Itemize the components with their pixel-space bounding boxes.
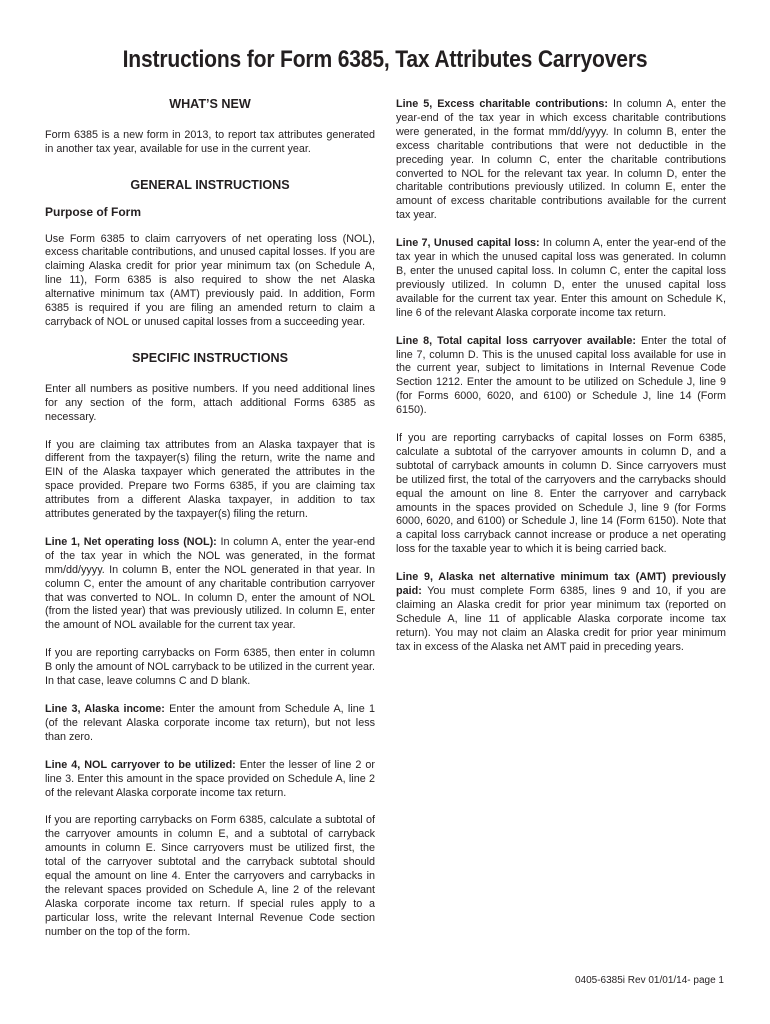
line8-carryback-text: If you are reporting carrybacks of capital losses on Form 6385, calculate a subtotal of the carryover amounts in column D, and a subtotal of carryback amounts in column D. Since carryovers must be utilized first, the total of the carryovers and the carrybacks should equal the amount on line 8. Enter the carryover and carryback amounts in the spaces provided on Schedule J, line 9 (for Forms 6000, 6020, and 6100) or Schedule J, line 14 (Form 6150). Note that a capital loss carryback cannot increase or produce a net operating loss for the taxable year to which it is being carried back. [396, 432, 726, 556]
specific-text-1: Enter all numbers as positive numbers. If you need additional lines for any section of the form, attach additional Forms 6385 as necessary. [45, 382, 375, 423]
line5-paragraph [396, 98, 726, 223]
line5-label: Line 5, Excess charitable contributions: [396, 98, 608, 110]
line4-text: Enter the lesser of line 2 or line 3. Enter this amount in the space provided on Schedule A, line 2 of the relevant Alaska corporate income tax return. [45, 758, 376, 799]
page-title: Instructions for Form 6385, Tax Attributes Carryovers [122, 46, 648, 73]
line9-paragraph [396, 571, 726, 654]
line8-text: Enter the total of line 7, column D. This is the unused capital loss available for use in the current year, subject to limitations in Internal Revenue Code Section 1212. Enter the amount to be utilized on Schedule J, line 9 (for Forms 6000, 6020, and 6100) or Schedule J, line 14 (Form 6150). [396, 334, 726, 417]
line7-paragraph [396, 237, 726, 320]
line4-paragraph [45, 759, 375, 801]
line8-label: Line 8, Total capital loss carryover available: [396, 334, 637, 347]
line3-label: Line 3, Alaska income: [45, 703, 165, 715]
line1-text: In column A, enter the year-end of the tax year in which the NOL was generated, in the format mm/dd/yyyy. In column B, enter the NOL generated in that year. In column C, enter the amount of any charitable contribution carryover that was converted to NOL. In column D, enter the amount of NOL (from the listed year) that was previously utilized. In column E, enter the amount of NOL available for the current tax year. [45, 535, 375, 632]
line5-text: In column A, enter the year-end of the tax year in which excess charitable contributions were generated, in the format mm/dd/yyyy. In column B, enter the excess charitable contributions that were not deductible in the preceding year. In column C, enter the charitable contributions converted to NOL for the relevant tax year. In column D, enter the charitable contributions previously utilized. In column E, enter the amount of excess charitable contributions available for the current tax year. [396, 98, 726, 222]
line9-label: Line 9, Alaska net alternative minimum tax (AMT) previously paid: [396, 571, 726, 598]
line3-text: Enter the amount from Schedule A, line 1 (of the relevant Alaska corporate income tax return), but not less than zero. [45, 703, 376, 743]
whats-new-heading: WHAT’S NEW [169, 97, 251, 111]
right-column [396, 98, 726, 669]
specific-text-2: If you are claiming tax attributes from an Alaska taxpayer that is different from the taxpayer(s) filing the return, write the name and EIN of the Alaska taxpayer which generated the attributes in the space provided. Prepare two Forms 6385, if you are claiming tax attributes from a different Alaska taxpayer, in addition to tax attributes generated by the taxpayer(s) filing the return. [45, 438, 375, 521]
left-column [45, 98, 375, 954]
line4-carryback-text: If you are reporting carrybacks on Form 6385, calculate a subtotal of the carryover amounts in column E, and a subtotal of carryback amounts in column E. Since carryovers must be utilized first, the total of the carryover subtotal and the carryback subtotal should equal the amount on line 4. Enter the carryovers and carrybacks in the relevant spaces provided on Schedule A, line 2 of the relevant Alaska corporate income tax return. If special rules apply to a particular loss, write the relevant Internal Revenue Code section number on the top of the form. [45, 814, 375, 938]
purpose-text: Use Form 6385 to claim carryovers of net operating loss (NOL), excess charitable contributions, and unused capital losses. If you are claiming Alaska credit for prior year minimum tax (on Schedule A, line 11), Form 6385 is also required to show the net Alaska alternative minimum tax (AMT) previously paid. In addition, Form 6385 is required if you are filing an amended return to claim a carryback of NOL or unused capital losses from a succeeding year. [45, 232, 375, 328]
whats-new-text: Form 6385 is a new form in 2013, to report tax attributes generated in another tax year, available for use in the current year. [45, 128, 375, 155]
line1-label: Line 1, Net operating loss (NOL): [45, 535, 217, 548]
page-footer: 0405-6385i Rev 01/01/14- page 1 [574, 975, 724, 986]
line7-text: In column A, enter the year-end of the tax year in which the unused capital loss was generated. In column B, enter the unused capital loss. In column C, enter the capital loss previously utilized. In column D, enter the unused capital loss available for the current tax year. Enter this amount on Schedule K, line 6 of the relevant Alaska corporate income tax return. [396, 237, 726, 319]
line3-paragraph [45, 703, 375, 745]
line1-carryback-text: If you are reporting carrybacks on Form 6385, then enter in column B only the amount of NOL carryback to be utilized in the current year. In that case, leave columns C and D blank. [45, 647, 375, 688]
specific-instructions-heading: SPECIFIC INSTRUCTIONS [131, 350, 289, 365]
general-instructions-heading: GENERAL INSTRUCTIONS [130, 177, 290, 192]
line4-label: Line 4, NOL carryover to be utilized: [45, 758, 236, 771]
line8-paragraph [396, 335, 726, 418]
purpose-heading: Purpose of Form [45, 204, 142, 219]
line9-text: You must complete Form 6385, lines 9 and 10, if you are claiming an Alaska credit for prior year minimum tax (reported on Schedule A, line 11 of applicable Alaska corporate income tax return). You may not claim an Alaska credit for prior year minimum tax in excess of the Alaska net AMT paid in preceding years. [396, 585, 726, 653]
line1-paragraph [45, 536, 375, 633]
line7-label: Line 7, Unused capital loss: [396, 237, 540, 250]
